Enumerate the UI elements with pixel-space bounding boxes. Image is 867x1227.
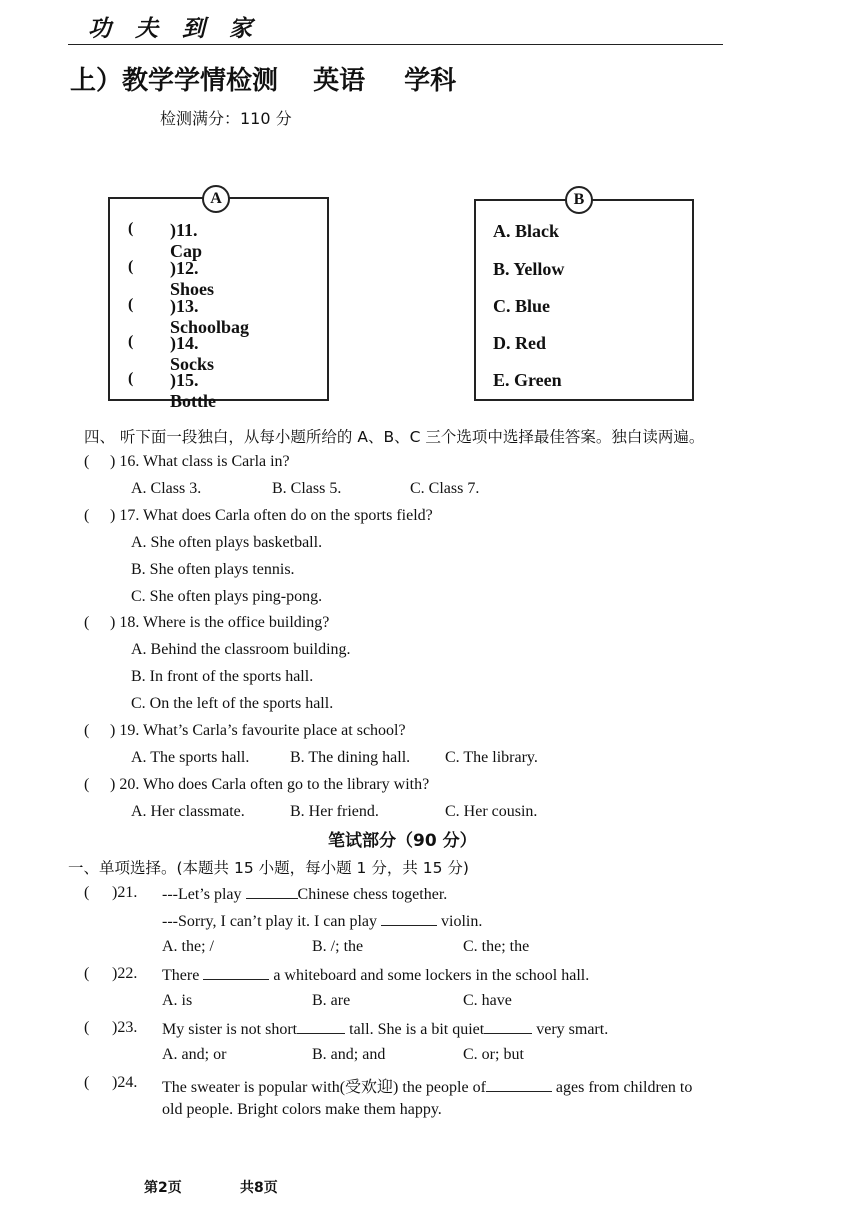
answer-paren[interactable]: ( <box>84 507 90 524</box>
stem-text: ages from children to <box>555 1079 693 1096</box>
question-stem-cont: old people. Bright colors make them happy. <box>162 1101 442 1118</box>
fill-blank[interactable] <box>486 1077 552 1092</box>
option: C. the; the <box>463 938 530 955</box>
box-b-item: A. Black <box>493 221 560 241</box>
option: A. She often plays basketball. <box>131 534 323 551</box>
answer-paren[interactable]: ( <box>128 258 134 275</box>
box-a-badge: A <box>202 185 230 213</box>
option: A. is <box>162 992 193 1009</box>
question-stem: ) 18. Where is the office building? <box>110 614 330 631</box>
section4-instruction: 四、 听下面一段独白，从每小题所给的 A、B、C 三个选项中选择最佳答案。独白读两遍。 <box>84 428 705 446</box>
answer-paren[interactable]: ( <box>128 220 134 237</box>
box-b-item: E. Green <box>493 370 562 390</box>
fill-blank[interactable] <box>246 884 298 899</box>
answer-paren[interactable]: ( <box>84 884 90 901</box>
fill-blank[interactable] <box>484 1019 532 1034</box>
page-number: 第2页 <box>144 1180 182 1196</box>
fill-blank[interactable] <box>297 1019 345 1034</box>
option: A. The sports hall. <box>131 749 250 766</box>
question-stem <box>162 911 482 931</box>
option: B. Class 5. <box>272 480 342 497</box>
question-number: )22. <box>112 965 138 982</box>
answer-paren[interactable]: ( <box>128 333 134 350</box>
box-a-item-label: )14. Socks <box>170 333 215 374</box>
stem-text: tall. She is a bit quiet <box>349 1021 485 1038</box>
option: B. are <box>312 992 351 1009</box>
option: A. and; or <box>162 1046 227 1063</box>
full-score: 检测满分：110 分 <box>160 109 292 128</box>
question-number: )24. <box>112 1074 138 1091</box>
fill-blank[interactable] <box>381 911 437 926</box>
header-rule <box>68 44 723 45</box>
section1-instruction: 一、单项选择。(本题共 15 小题，每小题 1 分，共 15 分) <box>68 859 469 877</box>
title-prefix: 上）教学学情检测 <box>70 66 279 96</box>
answer-paren[interactable]: ( <box>128 296 134 313</box>
title-subject: 英语 <box>313 66 366 96</box>
stem-text: violin. <box>441 913 483 930</box>
answer-paren[interactable]: ( <box>128 370 134 387</box>
question-stem <box>162 965 589 985</box>
box-a-item-label: )15. Bottle <box>170 370 216 411</box>
option: B. In front of the sports hall. <box>131 668 314 685</box>
box-a-item-label: )12. Shoes <box>170 258 215 299</box>
question-stem <box>162 884 447 904</box>
written-part-heading: 笔试部分（90 分） <box>328 831 477 851</box>
fill-blank[interactable] <box>203 965 269 980</box>
question-stem: ) 20. Who does Carla often go to the library with? <box>110 776 430 793</box>
option: A. Behind the classroom building. <box>131 641 351 658</box>
option: C. or; but <box>463 1046 524 1063</box>
answer-paren[interactable]: ( <box>84 614 90 631</box>
option: B. and; and <box>312 1046 386 1063</box>
box-b-badge: B <box>565 186 593 214</box>
option: C. On the left of the sports hall. <box>131 695 334 712</box>
question-number: )23. <box>112 1019 138 1036</box>
question-stem <box>162 1019 608 1039</box>
brand-slogan: 功 夫 到 家 <box>88 15 261 42</box>
question-number: )21. <box>112 884 138 901</box>
box-a-item-label: )11. Cap <box>170 220 203 261</box>
option: B. The dining hall. <box>290 749 411 766</box>
answer-paren[interactable]: ( <box>84 965 90 982</box>
stem-text: very smart. <box>536 1021 609 1038</box>
option: A. the; / <box>162 938 214 955</box>
option: B. /; the <box>312 938 364 955</box>
option: C. have <box>463 992 512 1009</box>
option: C. She often plays ping-pong. <box>131 588 323 605</box>
question-stem: ) 19. What’s Carla’s favourite place at school? <box>110 722 406 739</box>
question-stem: ) 17. What does Carla often do on the sports field? <box>110 507 433 524</box>
option: A. Class 3. <box>131 480 202 497</box>
option: C. Class 7. <box>410 480 480 497</box>
option: C. The library. <box>445 749 538 766</box>
box-b-item: C. Blue <box>493 296 551 316</box>
answer-paren[interactable]: ( <box>84 776 90 793</box>
stem-text: Chinese chess together. <box>297 886 448 903</box>
stem-text: ---Sorry, I can’t play it. I can play <box>162 913 378 930</box>
box-b-item: D. Red <box>493 333 546 353</box>
box-a-item-label: )13. Schoolbag <box>170 296 250 337</box>
question-stem <box>162 1074 692 1097</box>
option: B. Her friend. <box>290 803 379 820</box>
option: A. Her classmate. <box>131 803 245 820</box>
question-stem: ) 16. What class is Carla in? <box>110 453 290 470</box>
stem-text: a whiteboard and some lockers in the school hall. <box>273 967 590 984</box>
title-suffix: 学科 <box>404 66 457 96</box>
answer-paren[interactable]: ( <box>84 722 90 739</box>
option: C. Her cousin. <box>445 803 538 820</box>
answer-paren[interactable]: ( <box>84 453 90 470</box>
stem-text: There <box>162 967 200 984</box>
answer-paren[interactable]: ( <box>84 1019 90 1036</box>
box-b-item: B. Yellow <box>493 259 565 279</box>
answer-paren[interactable]: ( <box>84 1074 90 1091</box>
page-total: 共8页 <box>240 1180 278 1196</box>
page-title <box>70 60 456 97</box>
stem-text: My sister is not short <box>162 1021 298 1038</box>
stem-text: ---Let’s play <box>162 886 242 903</box>
stem-text: The sweater is popular with(受欢迎) the people of <box>162 1079 486 1096</box>
option: B. She often plays tennis. <box>131 561 295 578</box>
